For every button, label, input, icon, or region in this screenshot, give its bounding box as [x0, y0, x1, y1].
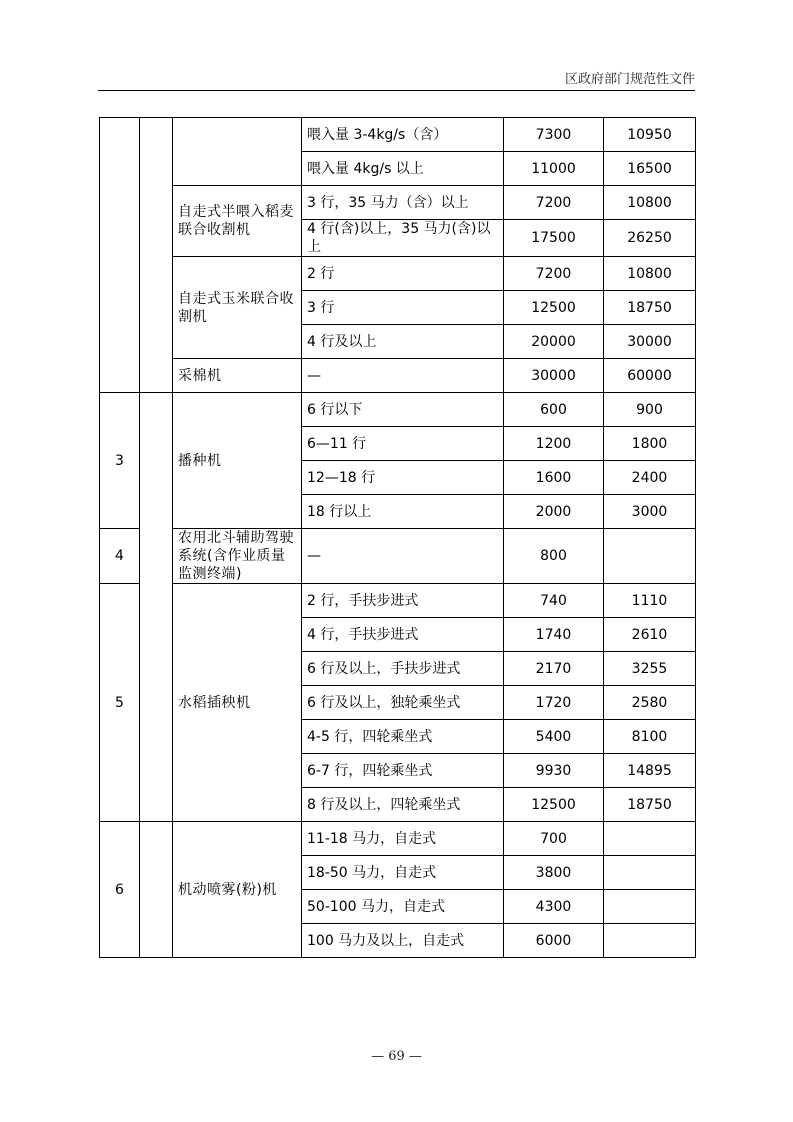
value-cell: 14895 [604, 754, 696, 788]
item-number-cell [100, 118, 140, 393]
table-row [100, 118, 696, 152]
value-cell: 2000 [504, 495, 604, 529]
value-cell: 2400 [604, 461, 696, 495]
category-cell [140, 393, 173, 822]
table-row [100, 529, 696, 584]
machine-name-cell: 机动喷雾(粉)机 [173, 822, 302, 958]
value-cell: 30000 [604, 325, 696, 359]
spec-cell: — [302, 359, 504, 393]
value-cell: 2170 [504, 652, 604, 686]
header-divider [98, 90, 695, 91]
item-number-cell: 6 [100, 822, 140, 958]
machine-name-cell: 播种机 [173, 393, 302, 529]
value-cell: 600 [504, 393, 604, 427]
spec-cell: 3 行 [302, 291, 504, 325]
spec-cell: 4 行(含)以上，35 马力(含)以上 [302, 220, 504, 257]
spec-cell: 18 行以上 [302, 495, 504, 529]
value-cell: 12500 [504, 291, 604, 325]
machine-name-cell: 自走式半喂入稻麦联合收割机 [173, 186, 302, 257]
spec-cell: — [302, 529, 504, 584]
table-row [100, 584, 696, 618]
spec-cell: 喂入量 3-4kg/s（含） [302, 118, 504, 152]
machine-name-cell: 农用北斗辅助驾驶系统(含作业质量监测终端) [173, 529, 302, 584]
spec-cell: 50-100 马力，自走式 [302, 890, 504, 924]
value-cell: 3800 [504, 856, 604, 890]
value-cell: 10800 [604, 257, 696, 291]
value-cell [604, 529, 696, 584]
value-cell: 7300 [504, 118, 604, 152]
category-cell [140, 822, 173, 958]
spec-cell: 3 行，35 马力（含）以上 [302, 186, 504, 220]
value-cell: 700 [504, 822, 604, 856]
spec-cell: 6 行以下 [302, 393, 504, 427]
spec-cell: 4-5 行，四轮乘坐式 [302, 720, 504, 754]
machine-name-cell: 水稻插秧机 [173, 584, 302, 822]
value-cell: 12500 [504, 788, 604, 822]
value-cell: 16500 [604, 152, 696, 186]
spec-cell: 12—18 行 [302, 461, 504, 495]
spec-cell: 6 行及以上，手扶步进式 [302, 652, 504, 686]
machine-name-cell [173, 118, 302, 186]
spec-cell: 4 行及以上 [302, 325, 504, 359]
value-cell: 20000 [504, 325, 604, 359]
value-cell: 18750 [604, 788, 696, 822]
value-cell: 10800 [604, 186, 696, 220]
item-number-cell: 4 [100, 529, 140, 584]
document-type-header: 区政府部门规范性文件 [564, 72, 695, 87]
table-row [100, 186, 696, 220]
value-cell: 1110 [604, 584, 696, 618]
value-cell: 800 [504, 529, 604, 584]
machine-name-cell: 自走式玉米联合收割机 [173, 257, 302, 359]
category-cell [140, 118, 173, 393]
item-number-cell: 3 [100, 393, 140, 529]
spec-cell: 4 行，手扶步进式 [302, 618, 504, 652]
value-cell: 1800 [604, 427, 696, 461]
value-cell: 740 [504, 584, 604, 618]
spec-cell: 2 行，手扶步进式 [302, 584, 504, 618]
value-cell: 30000 [504, 359, 604, 393]
spec-cell: 11-18 马力，自走式 [302, 822, 504, 856]
machine-name-cell: 采棉机 [173, 359, 302, 393]
page-number: — 69 — [371, 1049, 422, 1064]
spec-cell: 100 马力及以上，自走式 [302, 924, 504, 958]
value-cell: 8100 [604, 720, 696, 754]
value-cell: 2610 [604, 618, 696, 652]
value-cell [604, 822, 696, 856]
spec-cell: 2 行 [302, 257, 504, 291]
spec-cell: 6 行及以上，独轮乘坐式 [302, 686, 504, 720]
value-cell: 60000 [604, 359, 696, 393]
spec-cell: 6—11 行 [302, 427, 504, 461]
value-cell: 4300 [504, 890, 604, 924]
value-cell: 26250 [604, 220, 696, 257]
value-cell: 9930 [504, 754, 604, 788]
value-cell: 7200 [504, 186, 604, 220]
value-cell: 1200 [504, 427, 604, 461]
table-row [100, 393, 696, 427]
spec-cell: 喂入量 4kg/s 以上 [302, 152, 504, 186]
value-cell: 900 [604, 393, 696, 427]
value-cell: 1600 [504, 461, 604, 495]
value-cell [604, 890, 696, 924]
table-row [100, 359, 696, 393]
spec-cell: 6-7 行，四轮乘坐式 [302, 754, 504, 788]
value-cell: 5400 [504, 720, 604, 754]
item-number-cell: 5 [100, 584, 140, 822]
value-cell: 6000 [504, 924, 604, 958]
subsidy-standard-table [99, 117, 696, 958]
value-cell: 10950 [604, 118, 696, 152]
value-cell: 11000 [504, 152, 604, 186]
value-cell: 3255 [604, 652, 696, 686]
value-cell: 18750 [604, 291, 696, 325]
value-cell: 3000 [604, 495, 696, 529]
spec-cell: 18-50 马力，自走式 [302, 856, 504, 890]
value-cell [604, 856, 696, 890]
value-cell: 7200 [504, 257, 604, 291]
table-row [100, 257, 696, 291]
value-cell: 2580 [604, 686, 696, 720]
value-cell: 17500 [504, 220, 604, 257]
value-cell: 1740 [504, 618, 604, 652]
value-cell: 1720 [504, 686, 604, 720]
value-cell [604, 924, 696, 958]
spec-cell: 8 行及以上，四轮乘坐式 [302, 788, 504, 822]
table-row [100, 822, 696, 856]
